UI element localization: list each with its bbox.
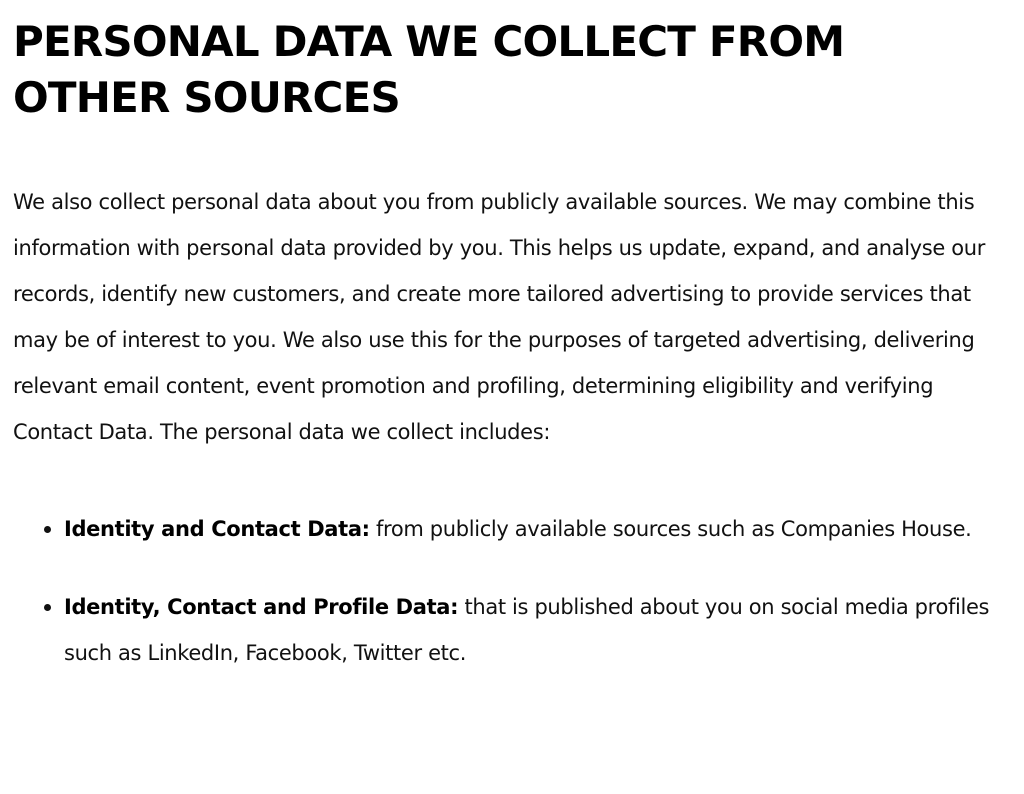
list-item-text: that is published about you on social media profiles such as LinkedIn, Facebook, Twitter etc. xyxy=(64,595,990,665)
list-item xyxy=(64,506,1012,552)
list-item xyxy=(64,584,1012,676)
section-title: PERSONAL DATA WE COLLECT FROM OTHER SOURCES xyxy=(13,17,845,122)
personal-data-sources-list xyxy=(13,506,1012,676)
list-item-label: Identity, Contact and Profile Data: xyxy=(64,595,459,619)
list-item-text: from publicly available sources such as Companies House. xyxy=(369,517,972,541)
intro-paragraph: We also collect personal data about you from publicly available sources. We may combine this information with personal data provided by you. This helps us update, expand, and analyse our records, identify new customers, and create more tailored advertising to provide services that may be of interest to you. We also use this for the purposes of targeted advertising, delivering relevant email content, event promotion and profiling, determining eligibility and verifying Contact Data. The personal data we collect includes: xyxy=(13,190,985,444)
list-item-label: Identity and Contact Data: xyxy=(64,517,370,541)
